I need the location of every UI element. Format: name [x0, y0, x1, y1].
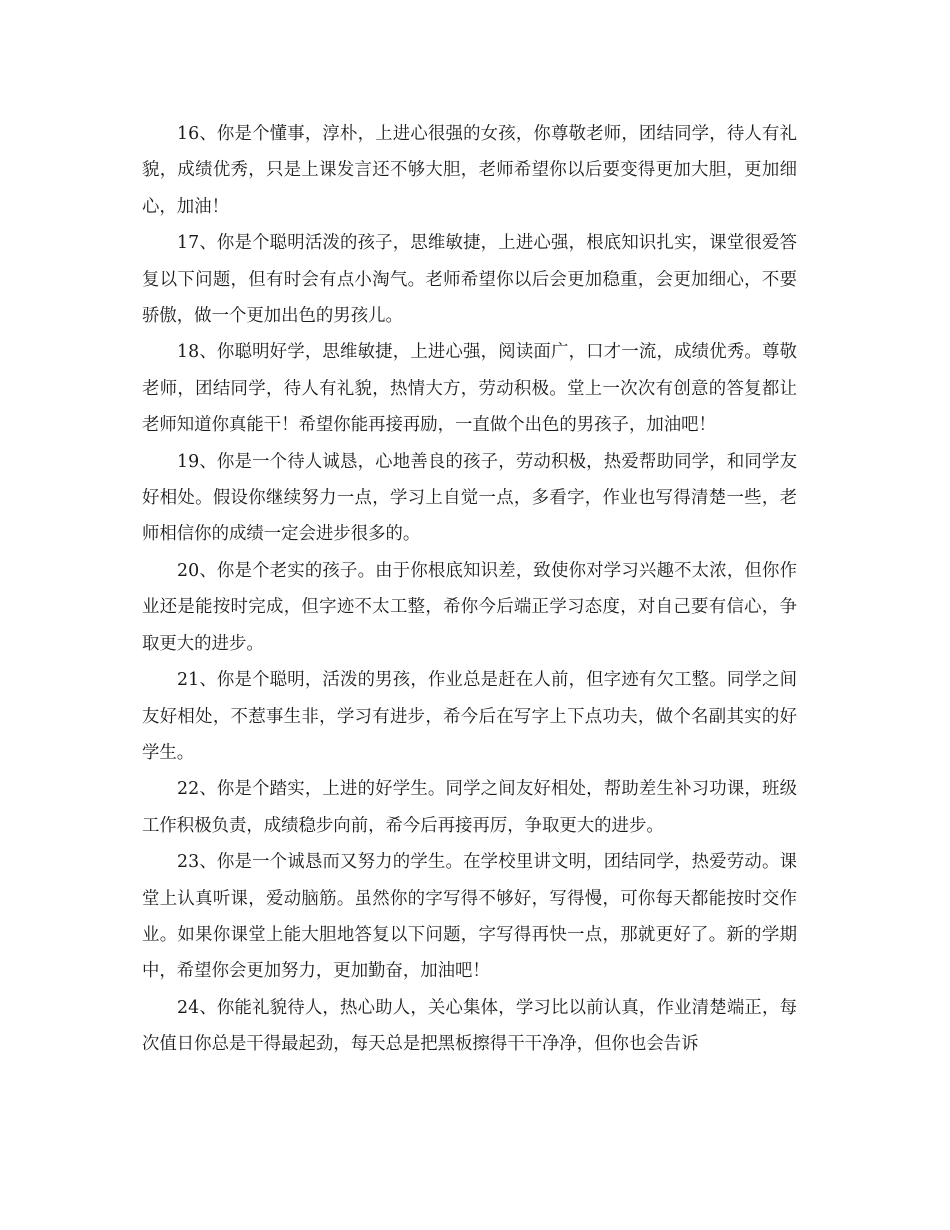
paragraph-16: 16、你是个懂事，淳朴，上进心很强的女孩，你尊敬老师，团结同学，待人有礼貌，成绩优秀，只是上课发言还不够大胆，老师希望你以后要变得更加大胆，更加细心，加油！ [142, 124, 797, 217]
paragraph-17: 17、你是个聪明活泼的孩子，思维敏捷，上进心强，根底知识扎实，课堂很爱答复以下问题，但有时会有点小淘气。老师希望你以后会更加稳重，会更加细心，不要骄傲，做一个更加出色的男孩儿。 [142, 233, 797, 327]
paragraph-23: 23、你是一个诚恳而又努力的学生。在学校里讲文明，团结同学，热爱劳动。课堂上认真听课，爱动脑筋。虽然你的字写得不够好，写得慢，可你每天都能按时交作业。如果你课堂上能大胆地答复以下问题，字写得再快一点，那就更好了。新的学期中，希望你会更加努力，更加勤奋，加油吧！ [142, 852, 797, 982]
document-body [142, 116, 797, 1063]
paragraph-22: 22、你是个踏实，上进的好学生。同学之间友好相处，帮助差生补习功课，班级工作积极负责，成绩稳步向前，希今后再接再厉，争取更大的进步。 [142, 779, 797, 836]
paragraph-20: 20、你是个老实的孩子。由于你根底知识差，致使你对学习兴趣不太浓，但你作业还是能按时完成，但字迹不太工整，希你今后端正学习态度，对自己要有信心，争取更大的进步。 [142, 560, 797, 654]
paragraph-19: 19、你是一个待人诚恳，心地善良的孩子，劳动积极，热爱帮助同学，和同学友好相处。假设你继续努力一点，学习上自觉一点，多看字，作业也写得清楚一些，老师相信你的成绩一定会进步很多的。 [142, 451, 797, 545]
paragraph-24: 24、你能礼貌待人，热心助人，关心集体，学习比以前认真，作业清楚端正，每次值日你总是干得最起劲，每天总是把黑板擦得干干净净，但你也会告诉 [142, 997, 797, 1055]
paragraph-21: 21、你是个聪明，活泼的男孩，作业总是赶在人前，但字迹有欠工整。同学之间友好相处，不惹事生非，学习有进步，希今后在写字上下点功夫，做个名副其实的好学生。 [142, 670, 797, 763]
paragraph-18: 18、你聪明好学，思维敏捷，上进心强，阅读面广，口才一流，成绩优秀。尊敬老师，团结同学，待人有礼貌，热情大方，劳动积极。堂上一次次有创意的答复都让老师知道你真能干！希望你能再接再励，一直做个出色的男孩子，加油吧！ [142, 342, 797, 436]
